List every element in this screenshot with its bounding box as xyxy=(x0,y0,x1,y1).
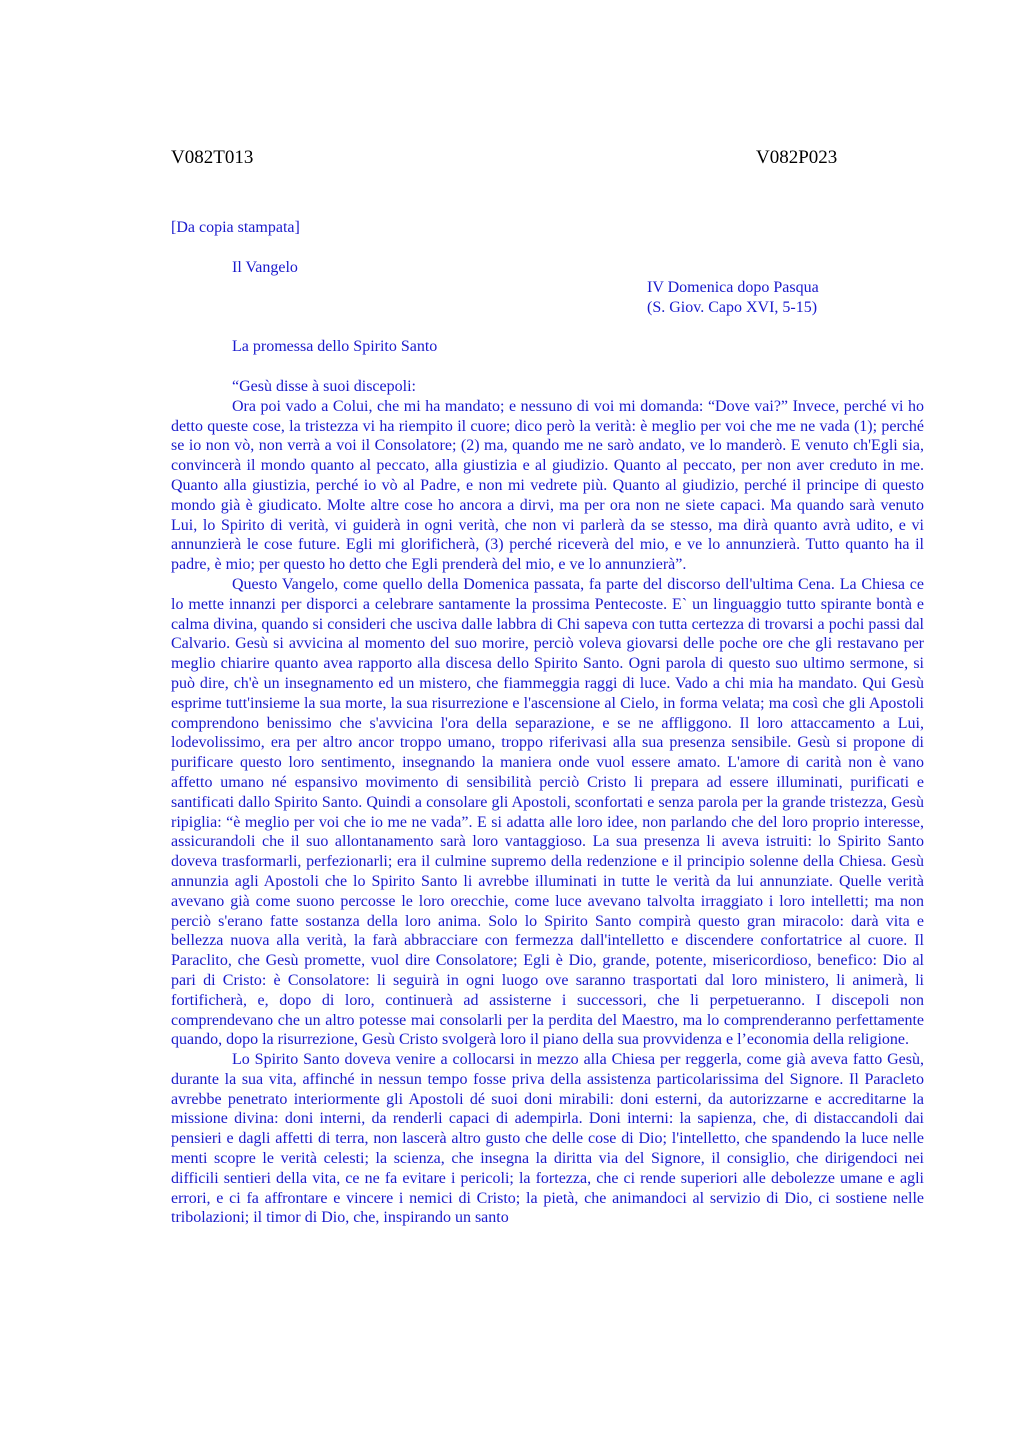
document-code-left: V082T013 xyxy=(171,147,254,168)
scripture-citation: (S. Giov. Capo XVI, 5-15) xyxy=(647,299,818,316)
gospel-label: Il Vangelo xyxy=(232,259,298,276)
section-title: La promessa dello Spirito Santo xyxy=(232,338,438,355)
paragraph-gospel-text: Ora poi vado a Colui, che mi ha mandato; e nessuno di voi mi domanda: “Dove vai?” Invece, perché vi ho detto queste cose, la tristezza vi ha riempito il cuore; dico però la verità: è meglio per voi che me ne vada (1); perché se io non vò, non verrà a voi il Consolatore; (2) ma, quando me ne sarò andato, ve lo manderò. E venuto ch'Egli sia, convincerà il mondo quanto al peccato, alla giustizia e al giudizio. Quanto al peccato, per non aver creduto in me. Quanto alla giustizia, perché io vò al Padre, e non mi vedrete più. Quanto al giudizio, perché il principe di questo mondo già è giudicato. Molte altre cose ho ancora a dirvi, ma per ora non ne siete capaci. Ma quando sarà venuto Lui, lo Spirito di verità, vi guiderà in ogni verità, che non vi parlerà da se stesso, ma dirà quanto avrà udito, e vi annunzierà le cose future. Egli mi glorificherà, (3) perché riceverà del mio, e ve lo annunzierà. Tutto quanto ha il padre, è mio; per questo ho detto che Egli prenderà del mio, e ve lo annunzierà”. xyxy=(171,397,924,574)
liturgical-sunday: IV Domenica dopo Pasqua xyxy=(647,279,819,296)
document-code-right: V082P023 xyxy=(756,147,838,168)
source-note: [Da copia stampata] xyxy=(171,219,300,236)
paragraph-intro: “Gesù disse à suoi discepoli: xyxy=(232,378,416,395)
paragraph-commentary-2: Lo Spirito Santo doveva venire a collocarsi in mezzo alla Chiesa per reggerla, come già aveva fatto Gesù, durante la sua vita, affinché in nessun tempo fosse priva della assistenza particolarissima del Signore. Il Paracleto avrebbe penetrato interiormente gli Apostoli dé suoi doni mirabili: doni esterni, da autorizzarne e accreditarne la missione divina: doni interni, da renderli capaci di adempirla. Doni interni: la sapienza, che, di distaccandoli dai pensieri e dagli affetti di terra, non lascerà altro gusto che delle cose di Dio; l'intelletto, che spandendo la luce nelle menti scopre le verità celesti; la scienza, che insegna la diritta via del Signore, il consiglio, che dirigendoci nei difficili sentieri della vita, ce ne fa evitare i pericoli; la fortezza, che ci rende superiori alle debolezze umane e agli errori, e ci fa affrontare e vincere i nemici di Cristo; la pietà, che animandoci al servizio di Dio, ci sostiene nelle tribolazioni; il timor di Dio, che, inspirando un santo xyxy=(171,1051,924,1227)
body-text xyxy=(171,377,924,1228)
paragraph-commentary-1: Questo Vangelo, come quello della Domenica passata, fa parte del discorso dell'ultima Cena. La Chiesa ce lo mette innanzi per disporci a celebrare santamente la prossima Pentecoste. E` un linguaggio tutto spirante bontà e calma divina, quando si consideri che usciva dalle labbra di Chi sapeva con tutta certezza di trovarsi a pochi passi dal Calvario. Gesù si avvicina al momento del suo morire, perciò voleva giovarsi delle poche ore che gli restavano per meglio chiarire quanto avea rapporto alla discesa dello Spirito Santo. Ogni parola di questo suo ultimo sermone, si può dire, ch'è un insegnamento ed un mistero, che fiammeggia raggi di luce. Vado a chi mia ha mandato. Qui Gesù esprime tutt'insieme la sua morte, la sua risurrezione e l'ascensione al Cielo, in forma velata; ma così che gli Apostoli comprendono benissimo che s'avvicina l'ora della separazione, e se ne affliggono. Il loro attaccamento a Lui, lodevolissimo, era per altro ancor troppo umano, troppo riferivasi alla sua presenza sensibile. Gesù si propone di purificare questo loro sentimento, insegnando la maniera onde vuol essere amato. L'amore di carità non è vano affetto umano né espansivo movimento di sensibilità perciò Cristo li prepara ad essere illuminati, purificati e santificati dallo Spirito Santo. Quindi a consolare gli Apostoli, sconfortati e senza parola per la grande tristezza, Gesù ripiglia: “è meglio per voi che io me ne vada”. E si adatta alle loro idee, non parlando che del loro proprio interesse, assicurandoli che il suo allontanamento sarà loro vantaggioso. La sua presenza li aveva istruiti: lo Spirito Santo doveva trasformarli, perfezionarli; era il culmine supremo della redenzione e il principio solenne della Chiesa. Gesù annunzia agli Apostoli che lo Spirito Santo li avrebbe illuminati in tutte le verità da lui annunziate. Quelle verità avevano già come suono percosse le loro orecchie, come luce avevano talvolta irraggiato i loro intelletti; ma non perciò s'erano fatte sostanza della loro anima. Solo lo Spirito Santo compirà questo gran miracolo: darà vita e bellezza nuova alla verità, la farà abbracciare con fermezza dall'intelletto e discendere confortatrice al cuore. Il Paraclito, che Gesù promette, vuol dire Consolatore; Egli è Dio, grande, potente, misericordioso, benefico: Dio al pari di Cristo: è Consolatore: li seguirà in ogni luogo ove saranno trasportati dal loro ministero, li animerà, li fortificherà, e, dopo di loro, continuerà ad assisterne i successori, che li perpetueranno. I discepoli non comprendevano che un altro potesse mai consolarli per la perdita del Maestro, ma lo comprenderanno perfettamente quando, dopo la risurrezione, Gesù Cristo svolgerà loro il piano della sua provvidenza e l’economia della religione. xyxy=(171,575,924,1049)
